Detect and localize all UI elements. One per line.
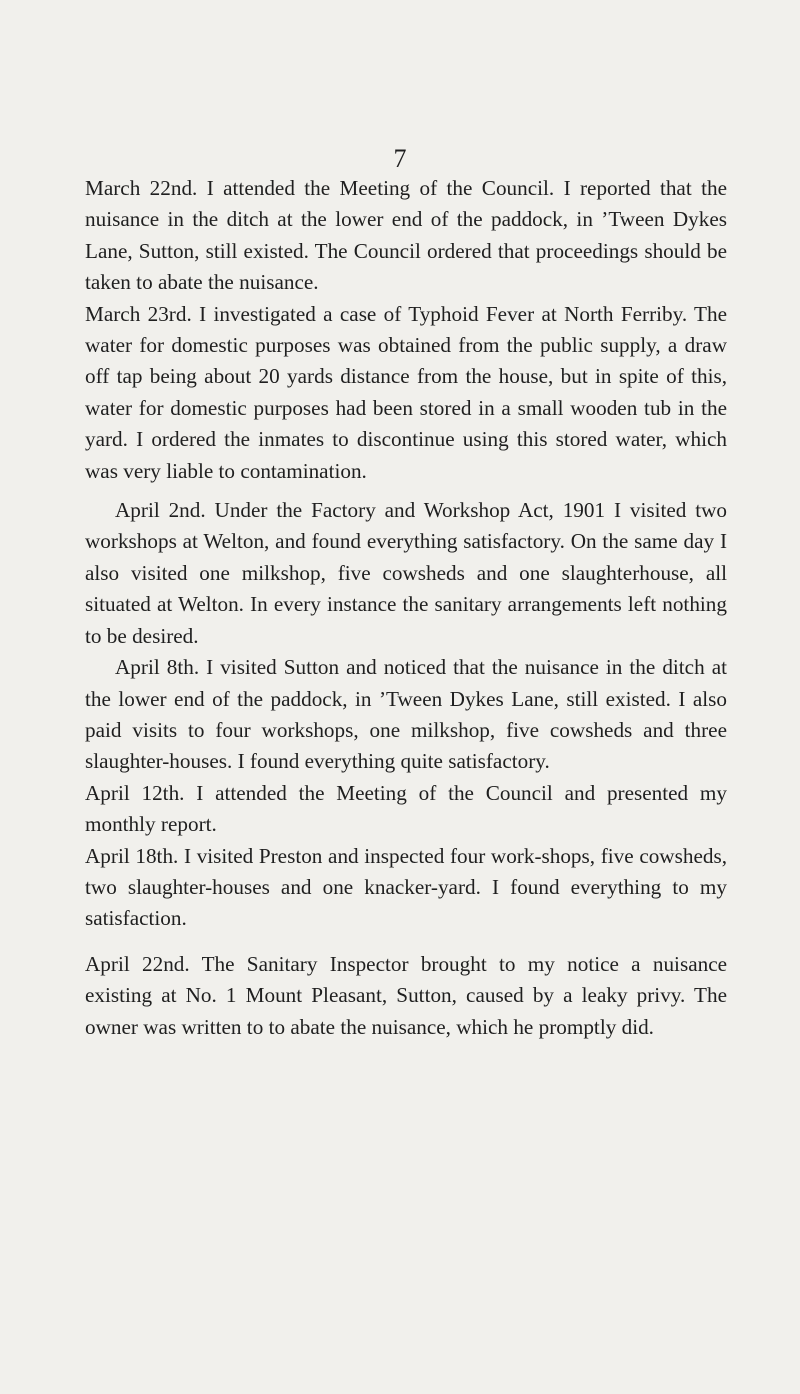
page-number: 7	[393, 144, 407, 173]
entry-march-22: March 22nd. I attended the Meeting of the Council. I reported that the nuisance in the ditch at the lower end of the paddock, in ’Tween Dykes Lane, Sutton, still existed. The Council ordered that proceedings should be taken to abate the nuisance.	[85, 176, 727, 295]
report-body	[85, 173, 727, 1043]
entry-march-23: March 23rd. I investigated a case of Typhoid Fever at North Ferriby. The water for domestic purposes was obtained from the public supply, a draw off tap being about 20 yards distance from the house, but in spite of this, water for domestic purposes had been stored in a small wooden tub in the yard. I ordered the inmates to discontinue using this stored water, which was very liable to contamination.	[85, 301, 727, 483]
entry-april-8: April 8th. I visited Sutton and noticed that the nuisance in the ditch at the lower end of the paddock, in ’Tween Dykes Lane, still existed. I also paid visits to four workshops, one milkshop, five cowsheds and three slaughter-houses. I found everything quite satisfactory.	[85, 655, 727, 774]
entry-april-22: April 22nd. The Sanitary Inspector brought to my notice a nuisance existing at No. 1 Mount Pleasant, Sutton, caused by a leaky privy. The owner was written to to abate the nuisance, which he promptly did.	[85, 951, 727, 1039]
entry-april-12: April 12th. I attended the Meeting of the Council and presented my monthly report.	[85, 780, 727, 837]
entry-april-18: April 18th. I visited Preston and inspected four work-shops, five cowsheds, two slaughter-houses and one knacker-yard. I found everything to my satisfaction.	[85, 843, 727, 931]
entry-april-2: April 2nd. Under the Factory and Workshop Act, 1901 I visited two workshops at Welton, and found everything satisfactory. On the same day I also visited one milkshop, five cowsheds and one slaughterhouse, all situated at Welton. In every instance the sanitary arrangements left nothing to be desired.	[85, 498, 727, 648]
